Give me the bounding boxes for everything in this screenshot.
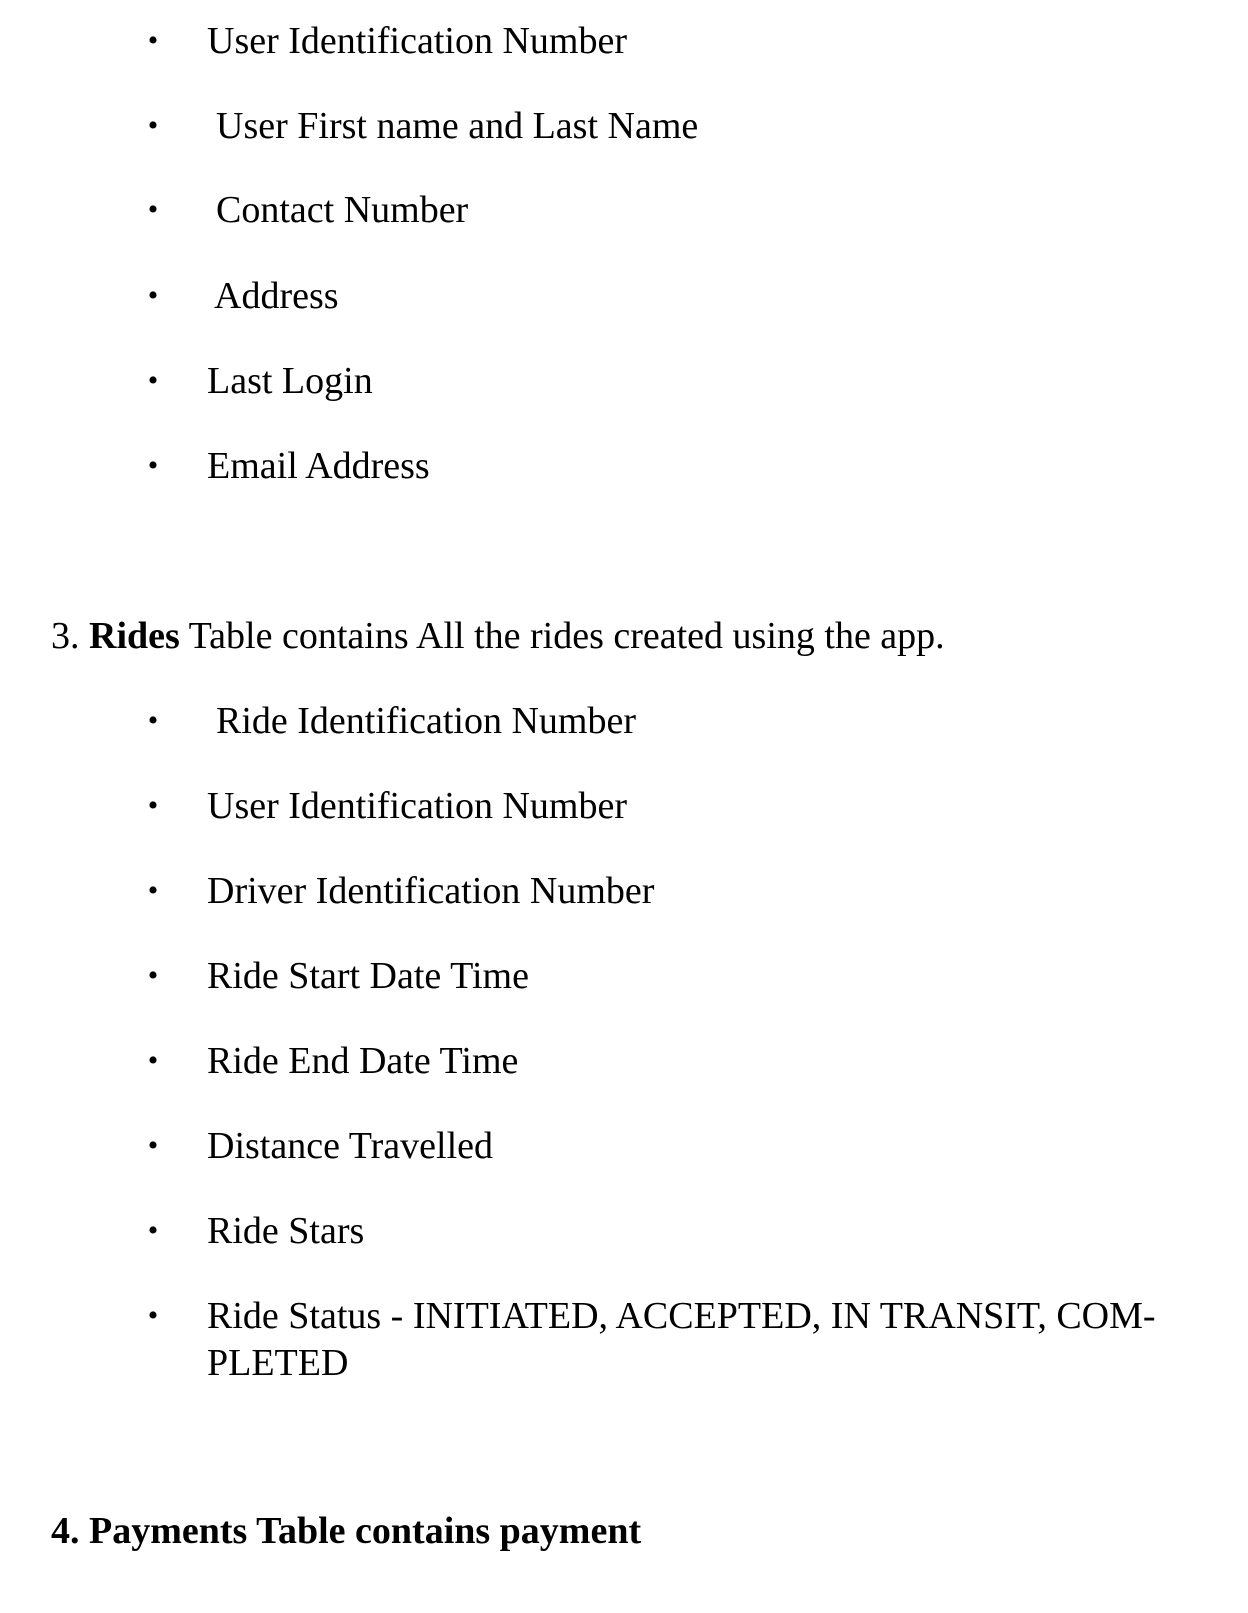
field-label: Ride Status - INITIATED, ACCEPTED, IN TRANSIT, COM-PLETED [207,1295,1156,1384]
field-label: Email Address [207,445,430,487]
field-label: Last Login [207,360,373,402]
field-label: User First name and Last Name [216,105,699,147]
field-label: Ride Identification Number [216,700,636,742]
field-label: Distance Travelled [207,1125,494,1167]
section-heading-rides [51,613,945,659]
bullet-icon: • [147,449,159,482]
bullet-icon: • [147,364,159,397]
bullet-icon: • [147,789,159,822]
bullet-icon: • [147,24,159,57]
section-number: 3. [51,615,80,657]
section-title: Rides [89,615,180,657]
bullet-icon: • [147,1214,159,1247]
section-description: Table contains All the rides created using the app. [188,615,945,657]
bullet-icon: • [147,1129,159,1162]
field-label: Ride End Date Time [207,1040,519,1082]
field-label: Ride Start Date Time [207,955,529,997]
field-label: Driver Identification Number [207,870,655,912]
bullet-icon: • [147,704,159,737]
section-heading-payments: 4. Payments Table contains payment [51,1510,642,1552]
bullet-icon: • [147,959,159,992]
bullet-icon: • [147,1044,159,1077]
field-label: User Identification Number [207,785,627,827]
field-label: Contact Number [216,189,469,231]
field-label: Address [214,275,339,317]
bullet-icon: • [147,874,159,907]
bullet-icon: • [147,279,159,312]
bullet-icon: • [147,109,159,142]
field-label: User Identification Number [207,20,627,62]
field-label: Ride Stars [207,1210,365,1252]
bullet-icon: • [147,1299,159,1332]
bullet-icon: • [147,193,159,226]
